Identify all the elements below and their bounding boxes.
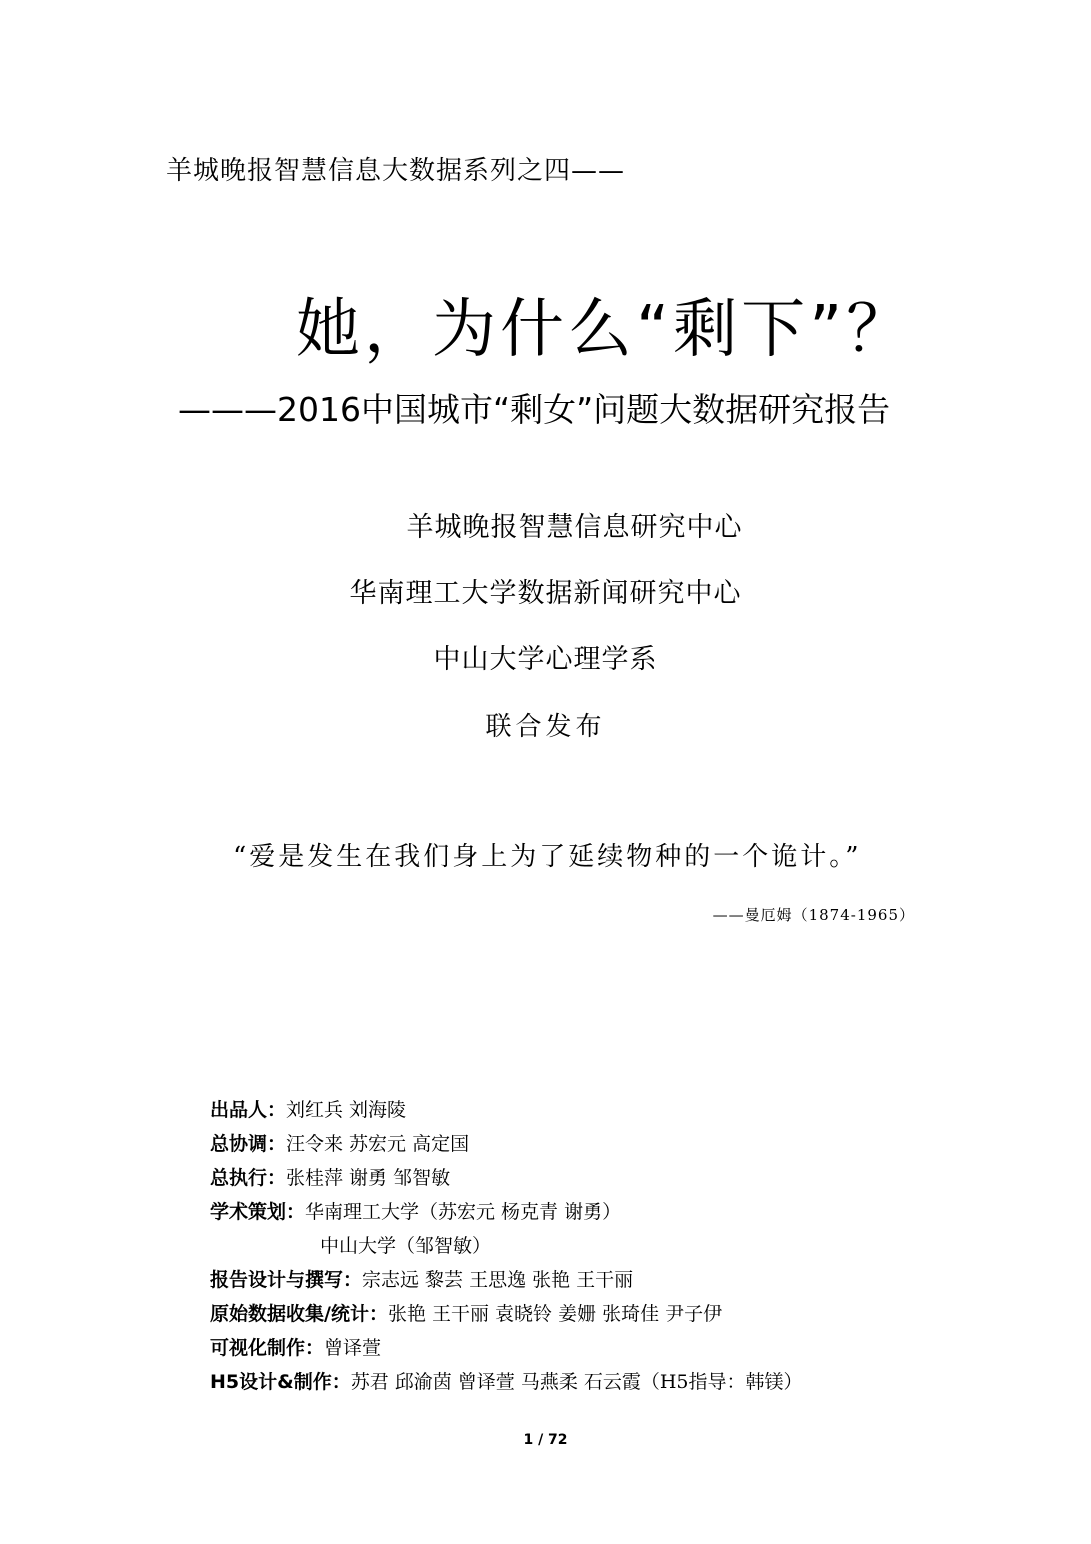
publisher-org-2: 华南理工大学数据新闻研究中心 bbox=[349, 578, 742, 609]
credit-value: 刘红兵 刘海陵 bbox=[286, 1099, 407, 1121]
joint-release-label: 联合发布 bbox=[485, 712, 606, 742]
publisher-org-1: 羊城晚报智慧信息研究中心 bbox=[406, 512, 743, 543]
credit-label: 总执行： bbox=[210, 1167, 287, 1189]
page-number: 1 / 72 bbox=[523, 1432, 568, 1448]
credit-value: 曾译萱 bbox=[324, 1337, 382, 1359]
credit-row-execution bbox=[210, 1161, 803, 1195]
credit-value: 苏君 邱渝茵 曾译萱 马燕柔 石云霞（H5指导：韩镁） bbox=[350, 1371, 803, 1393]
credit-value: 中山大学（邹智敏） bbox=[320, 1235, 492, 1257]
epigraph-quote: “爱是发生在我们身上为了延续物种的一个诡计。” bbox=[233, 842, 862, 872]
credit-label: 原始数据收集/统计： bbox=[210, 1303, 388, 1325]
credit-value: 宗志远 黎芸 王思逸 张艳 王干丽 bbox=[362, 1269, 634, 1291]
credits-list bbox=[210, 1093, 803, 1399]
credit-row-producer bbox=[210, 1093, 803, 1127]
credit-value: 张桂萍 谢勇 邹智敏 bbox=[286, 1167, 451, 1189]
credit-label: 出品人： bbox=[210, 1099, 287, 1121]
credit-row-academic-cont bbox=[210, 1229, 803, 1263]
credit-label: 报告设计与撰写： bbox=[210, 1269, 363, 1291]
report-title: 她，为什么“剩下”？ bbox=[296, 293, 915, 367]
credit-value: 张艳 王干丽 袁晓铃 姜姗 张琦佳 尹子伊 bbox=[387, 1303, 723, 1325]
credit-row-coordination bbox=[210, 1127, 803, 1161]
credit-value: 汪令来 苏宏元 高定国 bbox=[286, 1133, 470, 1155]
credit-value: 华南理工大学（苏宏元 杨克青 谢勇） bbox=[305, 1201, 622, 1223]
credit-label: 总协调： bbox=[210, 1133, 287, 1155]
report-subtitle: ———2016中国城市“剩女”问题大数据研究报告 bbox=[178, 390, 891, 429]
credit-row-h5 bbox=[210, 1365, 803, 1399]
credit-row-design-writing bbox=[210, 1263, 803, 1297]
credit-row-visualization bbox=[210, 1331, 803, 1365]
epigraph-attribution: ——曼厄姆（1874-1965） bbox=[712, 906, 915, 924]
credit-row-academic bbox=[210, 1195, 803, 1229]
credit-label: 可视化制作： bbox=[210, 1337, 325, 1359]
credit-row-data-collection bbox=[210, 1297, 803, 1331]
credit-label: 学术策划： bbox=[210, 1201, 306, 1223]
publisher-org-3: 中山大学心理学系 bbox=[433, 644, 658, 675]
series-title: 羊城晚报智慧信息大数据系列之四—— bbox=[166, 156, 626, 186]
credit-label: H5设计&制作： bbox=[210, 1371, 351, 1393]
